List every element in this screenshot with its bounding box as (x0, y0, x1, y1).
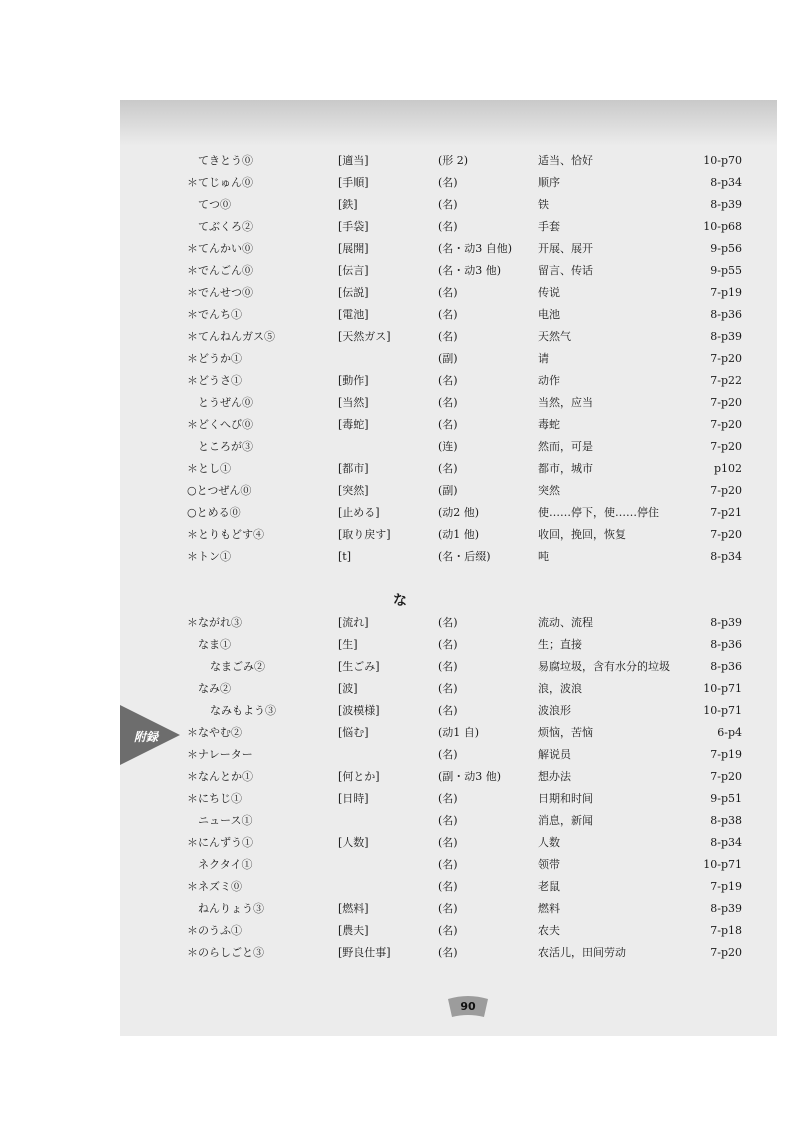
entry-kanji: [動作] (338, 374, 369, 387)
entry-part-of-speech: (名) (438, 858, 458, 871)
entry-part-of-speech: (名) (438, 286, 458, 299)
entry-meaning: 波浪形 (538, 704, 571, 717)
entry-reference: 8-p38 (710, 814, 742, 827)
entry-meaning: 农活儿，田间劳动 (538, 946, 626, 959)
entry-meaning: 易腐垃圾，含有水分的垃圾 (538, 660, 670, 673)
glossary-row (0, 480, 800, 502)
entry-kanji: [流れ] (338, 616, 369, 629)
entry-part-of-speech: (名) (438, 198, 458, 211)
entry-word: ＊のうふ① (187, 924, 242, 937)
glossary-row (0, 326, 800, 348)
entry-part-of-speech: (副・动3 他) (438, 770, 502, 783)
entry-part-of-speech: (形 2) (438, 154, 469, 167)
entry-reference: 7-p20 (710, 946, 742, 959)
entry-kanji: [生ごみ] (338, 660, 380, 673)
entry-meaning: 吨 (538, 550, 549, 563)
entry-meaning: 生；直接 (538, 638, 582, 651)
entry-kanji: [突然] (338, 484, 369, 497)
entry-meaning: 电池 (538, 308, 560, 321)
entry-reference: 8-p39 (710, 616, 742, 629)
entry-word: ＊トン① (187, 550, 231, 563)
glossary-row (0, 788, 800, 810)
entry-word: ＊ながれ③ (187, 616, 242, 629)
entry-reference: 7-p20 (710, 484, 742, 497)
section-heading: な (393, 593, 407, 609)
entry-part-of-speech: (名) (438, 396, 458, 409)
entry-meaning: 浪，波浪 (538, 682, 582, 695)
glossary-row (0, 304, 800, 326)
entry-meaning: 毒蛇 (538, 418, 560, 431)
entry-reference: 7-p20 (710, 418, 742, 431)
entry-reference: 7-p20 (710, 352, 742, 365)
entry-reference: 10-p70 (703, 154, 742, 167)
entry-kanji: [伝言] (338, 264, 369, 277)
entry-word: ○とめる⓪ (187, 506, 241, 519)
entry-word: ＊ナレーター (187, 748, 253, 761)
entry-kanji: [何とか] (338, 770, 380, 783)
entry-word: ＊とし① (187, 462, 231, 475)
entry-part-of-speech: (名) (438, 462, 458, 475)
glossary-row (0, 392, 800, 414)
entry-word: ＊どうさ① (187, 374, 242, 387)
entry-word: ＊なやむ② (187, 726, 242, 739)
glossary-row (0, 436, 800, 458)
entry-word: ＊でんち① (187, 308, 242, 321)
entry-kanji: [t] (338, 550, 352, 563)
entry-reference: 7-p20 (710, 528, 742, 541)
entry-part-of-speech: (名) (438, 748, 458, 761)
entry-reference: 7-p19 (710, 286, 742, 299)
entry-kanji: [農夫] (338, 924, 369, 937)
entry-part-of-speech: (副) (438, 352, 458, 365)
glossary-row (0, 854, 800, 876)
entry-word: ＊とりもどす④ (187, 528, 264, 541)
entry-part-of-speech: (名) (438, 638, 458, 651)
glossary-row (0, 942, 800, 964)
entry-part-of-speech: (名・动3 自他) (438, 242, 513, 255)
entry-part-of-speech: (名) (438, 418, 458, 431)
entry-word: とうぜん⓪ (198, 396, 253, 409)
entry-reference: 7-p19 (710, 748, 742, 761)
entry-reference: 10-p71 (703, 858, 742, 871)
entry-kanji: [適当] (338, 154, 369, 167)
entry-reference: 10-p68 (703, 220, 742, 233)
entry-word: ＊てんねんガス⑤ (187, 330, 275, 343)
glossary-row (0, 150, 800, 172)
glossary-row (0, 546, 800, 568)
entry-kanji: [生] (338, 638, 358, 651)
entry-kanji: [取り戻す] (338, 528, 391, 541)
entry-meaning: 想办法 (538, 770, 571, 783)
entry-meaning: 人数 (538, 836, 560, 849)
entry-reference: 8-p36 (710, 660, 742, 673)
entry-meaning: 当然，应当 (538, 396, 593, 409)
entry-part-of-speech: (名) (438, 220, 458, 233)
entry-part-of-speech: (名) (438, 792, 458, 805)
entry-meaning: 适当、恰好 (538, 154, 593, 167)
entry-part-of-speech: (连) (438, 440, 458, 453)
entry-kanji: [毒蛇] (338, 418, 369, 431)
glossary-row (0, 348, 800, 370)
entry-word: ＊なんとか① (187, 770, 253, 783)
entry-word: なまごみ② (210, 660, 265, 673)
entry-reference: 6-p4 (717, 726, 742, 739)
entry-meaning: 烦恼，苦恼 (538, 726, 593, 739)
entry-part-of-speech: (名) (438, 660, 458, 673)
entry-meaning: 天然气 (538, 330, 571, 343)
entry-meaning: 顺序 (538, 176, 560, 189)
appendix-tab-label: 附録 (134, 730, 159, 744)
entry-part-of-speech: (名) (438, 616, 458, 629)
glossary-row (0, 612, 800, 634)
entry-kanji: [鉄] (338, 198, 358, 211)
entry-reference: p102 (713, 462, 742, 475)
glossary-row (0, 216, 800, 238)
entry-meaning: 解说员 (538, 748, 571, 761)
entry-part-of-speech: (名) (438, 704, 458, 717)
glossary-row (0, 920, 800, 942)
entry-meaning: 开展、展开 (538, 242, 593, 255)
entry-reference: 8-p36 (710, 638, 742, 651)
entry-word: ＊のらしごと③ (187, 946, 264, 959)
entry-kanji: [燃料] (338, 902, 369, 915)
entry-reference: 7-p20 (710, 440, 742, 453)
entry-meaning: 手套 (538, 220, 560, 233)
glossary-row (0, 282, 800, 304)
entry-kanji: [野良仕事] (338, 946, 391, 959)
entry-word: てぶくろ② (198, 220, 253, 233)
glossary-row (0, 876, 800, 898)
entry-part-of-speech: (名) (438, 330, 458, 343)
glossary-row (0, 810, 800, 832)
entry-part-of-speech: (名) (438, 176, 458, 189)
entry-kanji: [都市] (338, 462, 369, 475)
entry-kanji: [電池] (338, 308, 369, 321)
entry-word: ○とつぜん⓪ (187, 484, 252, 497)
entry-reference: 7-p20 (710, 770, 742, 783)
entry-meaning: 燃料 (538, 902, 560, 915)
entry-kanji: [日時] (338, 792, 369, 805)
entry-meaning: 都市，城市 (538, 462, 593, 475)
entry-part-of-speech: (名) (438, 308, 458, 321)
entry-meaning: 消息，新闻 (538, 814, 593, 827)
page-number: 90 (460, 1000, 476, 1013)
entry-reference: 7-p21 (710, 506, 742, 519)
entry-kanji: [人数] (338, 836, 369, 849)
entry-part-of-speech: (动1 自) (438, 726, 480, 739)
entry-reference: 7-p18 (710, 924, 742, 937)
glossary-row (0, 502, 800, 524)
entry-part-of-speech: (名) (438, 836, 458, 849)
entry-meaning: 请 (538, 352, 549, 365)
glossary-row (0, 370, 800, 392)
entry-meaning: 留言、传话 (538, 264, 593, 277)
entry-word: ＊にちじ① (187, 792, 242, 805)
entry-reference: 7-p20 (710, 396, 742, 409)
scan-shadow (120, 100, 777, 146)
entry-reference: 8-p34 (710, 836, 742, 849)
entry-part-of-speech: (名) (438, 946, 458, 959)
entry-word: ＊でんごん⓪ (187, 264, 253, 277)
entry-reference: 10-p71 (703, 704, 742, 717)
entry-meaning: 传说 (538, 286, 560, 299)
glossary-row (0, 898, 800, 920)
entry-part-of-speech: (名・后缀) (438, 550, 491, 563)
entry-reference: 9-p51 (710, 792, 742, 805)
entry-word: ニュース① (198, 814, 253, 827)
entry-kanji: [波模様] (338, 704, 380, 717)
glossary-row (0, 238, 800, 260)
glossary-row (0, 634, 800, 656)
entry-word: ところが③ (198, 440, 253, 453)
glossary-row (0, 766, 800, 788)
entry-word: ＊てじゅん⓪ (187, 176, 253, 189)
entry-reference: 9-p56 (710, 242, 742, 255)
entry-kanji: [展開] (338, 242, 369, 255)
glossary-row (0, 832, 800, 854)
glossary-row (0, 678, 800, 700)
entry-word: ねんりょう③ (198, 902, 264, 915)
entry-kanji: [止める] (338, 506, 380, 519)
entry-word: ＊でんせつ⓪ (187, 286, 253, 299)
entry-kanji: [伝説] (338, 286, 369, 299)
entry-word: ＊どくへび⓪ (187, 418, 253, 431)
entry-word: なま① (198, 638, 231, 651)
glossary-row (0, 194, 800, 216)
entry-kanji: [天然ガス] (338, 330, 391, 343)
entry-meaning: 然而，可是 (538, 440, 593, 453)
entry-part-of-speech: (名) (438, 682, 458, 695)
entry-kanji: [手順] (338, 176, 369, 189)
entry-meaning: 收回，挽回，恢复 (538, 528, 626, 541)
entry-word: ＊ネズミ⓪ (187, 880, 242, 893)
entry-word: ＊どうか① (187, 352, 242, 365)
entry-reference: 9-p55 (710, 264, 742, 277)
entry-reference: 8-p39 (710, 902, 742, 915)
entry-kanji: [手袋] (338, 220, 369, 233)
entry-part-of-speech: (名) (438, 924, 458, 937)
entry-reference: 7-p19 (710, 880, 742, 893)
entry-meaning: 使……停下，使……停住 (538, 506, 659, 519)
entry-part-of-speech: (名・动3 他) (438, 264, 502, 277)
entry-kanji: [当然] (338, 396, 369, 409)
entry-part-of-speech: (名) (438, 902, 458, 915)
entry-word: なみもよう③ (210, 704, 276, 717)
entry-part-of-speech: (名) (438, 814, 458, 827)
entry-word: てきとう⓪ (198, 154, 253, 167)
entry-word: ＊にんずう① (187, 836, 253, 849)
glossary-row (0, 172, 800, 194)
entry-kanji: [悩む] (338, 726, 369, 739)
entry-reference: 10-p71 (703, 682, 742, 695)
entry-reference: 7-p22 (710, 374, 742, 387)
entry-part-of-speech: (动2 他) (438, 506, 480, 519)
entry-part-of-speech: (副) (438, 484, 458, 497)
entry-reference: 8-p39 (710, 330, 742, 343)
entry-meaning: 突然 (538, 484, 560, 497)
glossary-row (0, 656, 800, 678)
entry-meaning: 日期和时间 (538, 792, 593, 805)
entry-meaning: 流动、流程 (538, 616, 593, 629)
entry-meaning: 动作 (538, 374, 560, 387)
entry-reference: 8-p34 (710, 176, 742, 189)
entry-word: てつ⓪ (198, 198, 231, 211)
entry-meaning: 铁 (538, 198, 549, 211)
entry-part-of-speech: (名) (438, 880, 458, 893)
glossary-row (0, 458, 800, 480)
glossary-row (0, 260, 800, 282)
entry-reference: 8-p39 (710, 198, 742, 211)
entry-meaning: 老鼠 (538, 880, 560, 893)
entry-word: なみ② (198, 682, 231, 695)
entry-part-of-speech: (动1 他) (438, 528, 480, 541)
entry-word: ネクタイ① (198, 858, 253, 871)
entry-meaning: 领带 (538, 858, 560, 871)
entry-kanji: [波] (338, 682, 358, 695)
entry-reference: 8-p36 (710, 308, 742, 321)
entry-word: ＊てんかい⓪ (187, 242, 253, 255)
glossary-row (0, 414, 800, 436)
entry-part-of-speech: (名) (438, 374, 458, 387)
entry-reference: 8-p34 (710, 550, 742, 563)
entry-meaning: 农夫 (538, 924, 560, 937)
glossary-row (0, 524, 800, 546)
